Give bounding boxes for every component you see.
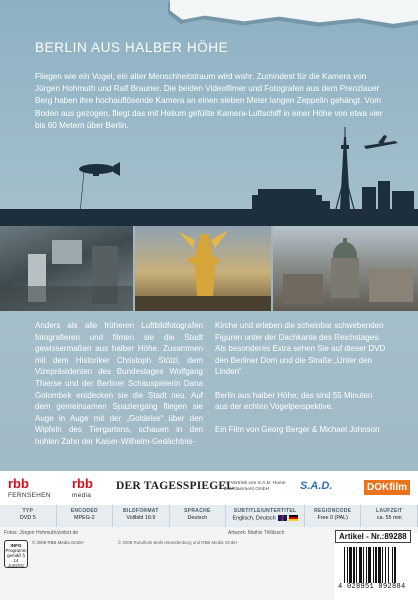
rbb-media-logo [72, 478, 93, 502]
barcode-area [334, 533, 418, 600]
right-paragraph-2: Berlin aus halber Höhe, das sind 55 Minuten aus der echten Vogelperspektive. [215, 390, 373, 412]
copyright-rbb-media: © 2009 RBB Media GmbH [32, 540, 84, 545]
right-column-text [215, 320, 387, 436]
vertrieb-note: Im Vertrieb von S.A.D. Home Entertainment GmbH [224, 481, 286, 492]
cover-title: BERLIN AUS HALBER HÖHE [35, 40, 229, 55]
right-paragraph-3: Ein Film von Georg Berger & Michael Johnson [215, 425, 380, 435]
spec-untertitel: SUBTITLE/UNTERTITEL Englisch, Deutsch [226, 505, 305, 527]
tagesspiegel-logo: DER TAGESSPIEGEL [116, 480, 235, 492]
spec-laufzeit: LAUFZEIT ca. 55 min [361, 505, 418, 527]
spec-typ: TYP DVD 5 [0, 505, 57, 527]
ground-silhouette [0, 209, 418, 226]
copyright-legal-text: © 2008 Rundfunk Berlin-Brandenburg und RBB Media GmbH [118, 540, 238, 545]
dokfilm-logo: DOKfilm [364, 480, 410, 495]
rbb-logo-text: rbb [8, 476, 29, 491]
sad-logo: S.A.D. [300, 480, 333, 492]
zeppelin-icon [79, 162, 120, 213]
golden-statue-photo [133, 226, 273, 311]
rbb-fernsehen-logo [8, 478, 51, 502]
rbb-media-text: rbb [72, 476, 93, 491]
barcode-icon [344, 547, 412, 583]
fsk-info-badge: INFO Programm gemäß § 14 JuSchG [4, 540, 28, 568]
logo-bar [0, 471, 418, 505]
article-number-sticker: Artikel - Nr.:89288 [335, 530, 411, 543]
german-flag-icon [289, 515, 298, 521]
airplane-icon [364, 135, 398, 149]
barcode-digits: 4 028951 892884 [338, 583, 406, 591]
aerial-city-photo [0, 226, 133, 311]
rbb-logo-sub: FERNSEHEN [8, 492, 51, 499]
spec-sprache: SPRACHE Deutsch [170, 505, 227, 527]
spec-encoded: ENCODED MPEG-2 [57, 505, 114, 527]
rbb-media-sub: media [72, 492, 92, 499]
spec-regioncode: REGIONCODE Free 0 (PAL) [305, 505, 362, 527]
uk-flag-icon [278, 515, 287, 521]
intro-text: Fliegen wie ein Vogel, ein alter Menschheitstraum wird wahr. Zumindest für die Kamera von Jürgen Hohmuth und Ralf Brauner. Die beiden Videofilmer und Fotografen aus dem Prenzlauer Berg haben ihre hochauflösende Kamera an einen sieben Meter langen Zeppelin gehängt. Vom Boden aus gezogen, fliegt das mit Helium gefüllte Kamera-Luftschiff in einer Höhe von etwa vier bis 60 Metern über Berlin. [35, 72, 383, 130]
artwork-credit: Artwork: Mathis Trillitzsch [228, 530, 285, 536]
photo-credit: Fotos: Jürgen Hohmuth/zeitort.de [4, 530, 79, 536]
right-paragraph-1: Kirche und erleben die scheinbar schwebenden Figuren unter der Dachkante des Reichstages. Als besonderes Extra sehen Sie auf dieser DVD den Berliner Dom und die Straße „Unter den Linden“. [215, 321, 386, 377]
left-column-text: Anders als alle früheren Luftbildfotografen fotografieren und filmen sie die Stadt gewissermaßen aus halber Höhe. Zusammen mit dem Historiker Christoph Stölzl, dem Vizepräsidenten des Bundestages Wolfgang Thierse und der Berliner Schauspielerin Dana Golombek entdecken sie die Stadt neu. Auf dem gemeinsamen Spaziergang fliegen sie Auge in Auge mit der „Goldelse“ über den Wipfeln des Tiergartens, schauen in den hohlen Zahn der Kaiser-Wilhelm-Gedächtnis- [35, 321, 203, 446]
building-silhouettes [252, 181, 414, 209]
spec-bildformat: BILDFORMAT Vollbild 16:9 [113, 505, 170, 527]
berlin-dom-photo [273, 226, 418, 311]
spec-row [0, 505, 418, 527]
radio-tower-icon [336, 127, 354, 209]
photo-strip [0, 226, 418, 311]
